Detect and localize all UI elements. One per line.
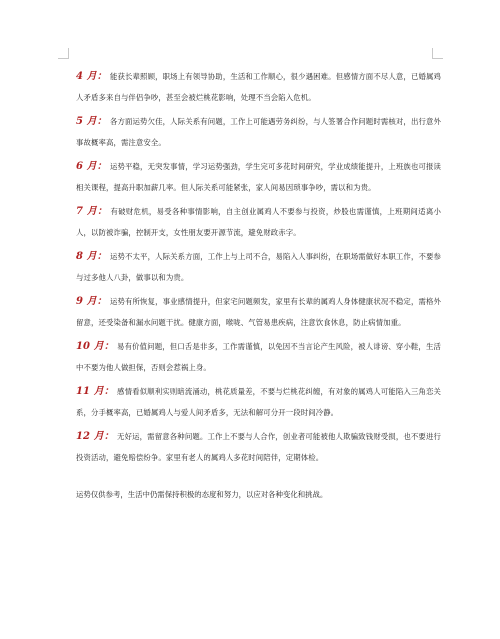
month-text: 无好运，需留意各种问题。工作上不要与人合作，创业者可能被他人欺骗致钱财受损，也不要进行投资活动，避免赔偿纷争。家里有老人的属鸡人多花时间陪伴，定期体检。	[76, 432, 441, 462]
month-label: 7 月：	[76, 206, 108, 217]
month-label: 12 月：	[76, 431, 115, 442]
month-paragraph-9	[76, 291, 441, 333]
month-paragraph-7	[76, 201, 441, 243]
month-text: 运势有所恢复，事业感情提升，但家宅问题频发，家里有长辈的属鸡人身体健康状况不稳定，需格外留意，还受染备和漏水问题干扰。健康方面，喉咙、气管易患疾病，注意饮食休息，防止病情加重。	[76, 297, 442, 327]
month-paragraph-10	[76, 336, 441, 378]
month-text: 运势平稳，无突发事情，学习运势强劲，学生完可多花时间研究，学业成绩能提升，上班族也可报读相关课程，提高升职加薪几率。但人际关系可能紧张，家人间易因琐事争吵，需以和为贵。	[76, 162, 442, 192]
month-label: 6 月：	[76, 161, 107, 172]
month-paragraph-5	[76, 111, 441, 153]
month-label: 8 月：	[76, 251, 107, 262]
month-paragraph-6	[76, 156, 441, 198]
month-label: 5 月：	[76, 116, 107, 127]
month-label: 10 月：	[76, 341, 115, 352]
month-text: 有破财危机，易受各种事情影响，自主创业属鸡人不要参与投资，炒股也需谨慎，上班期间适离小人，以防被诈骗，控制开支，女性朋友要开源节流，避免财政赤字。	[76, 207, 441, 237]
month-label: 4 月：	[76, 71, 107, 82]
month-paragraph-8	[76, 246, 441, 288]
month-paragraph-4	[76, 66, 441, 108]
month-text: 易有价值问题，但口舌是非多，工作需谨慎，以免因不当言论产生风险，被人诽谤、穿小鞋，生活中不要为他人做担保，否则会惹祸上身。	[76, 342, 441, 372]
month-text: 感情看似顺利实则暗流涌动，桃花质量差，不要与烂桃花纠缠，有对象的属鸡人可能陷入三角恋关系，分手概率高，已婚属鸡人与爱人间矛盾多，无法和解可分开一段时间冷静。	[76, 387, 441, 417]
crop-mark-top-left	[58, 48, 69, 59]
document-body	[76, 66, 441, 511]
month-text: 运势不太平，人际关系方面，工作上与上司不合，易陷入人事纠纷，在职场需做好本职工作，不要参与过多他人八卦，做事以和为贵。	[76, 252, 442, 282]
crop-mark-top-right	[432, 48, 443, 59]
month-text: 能获长辈照顾，职场上有领导协助，生活和工作顺心，很少遇困难。但感情方面不尽人意，已婚属鸡人矛盾多来自与伴侣争吵，甚至会被烂桃花影响，处理不当会陷入危机。	[76, 72, 442, 102]
month-label: 9 月：	[76, 296, 107, 307]
month-label: 11 月：	[76, 386, 115, 397]
month-paragraph-12	[76, 426, 441, 468]
month-text: 各方面运势欠佳，人际关系有问题，工作上可能遇劳务纠纷，与人签署合作问题时需核对，出行意外事故概率高，需注意安全。	[76, 117, 442, 147]
closing-note: 运势仅供参考，生活中仍需保持积极的态度和努力，以应对各种变化和挑战。	[76, 490, 328, 499]
month-paragraph-11	[76, 381, 441, 423]
